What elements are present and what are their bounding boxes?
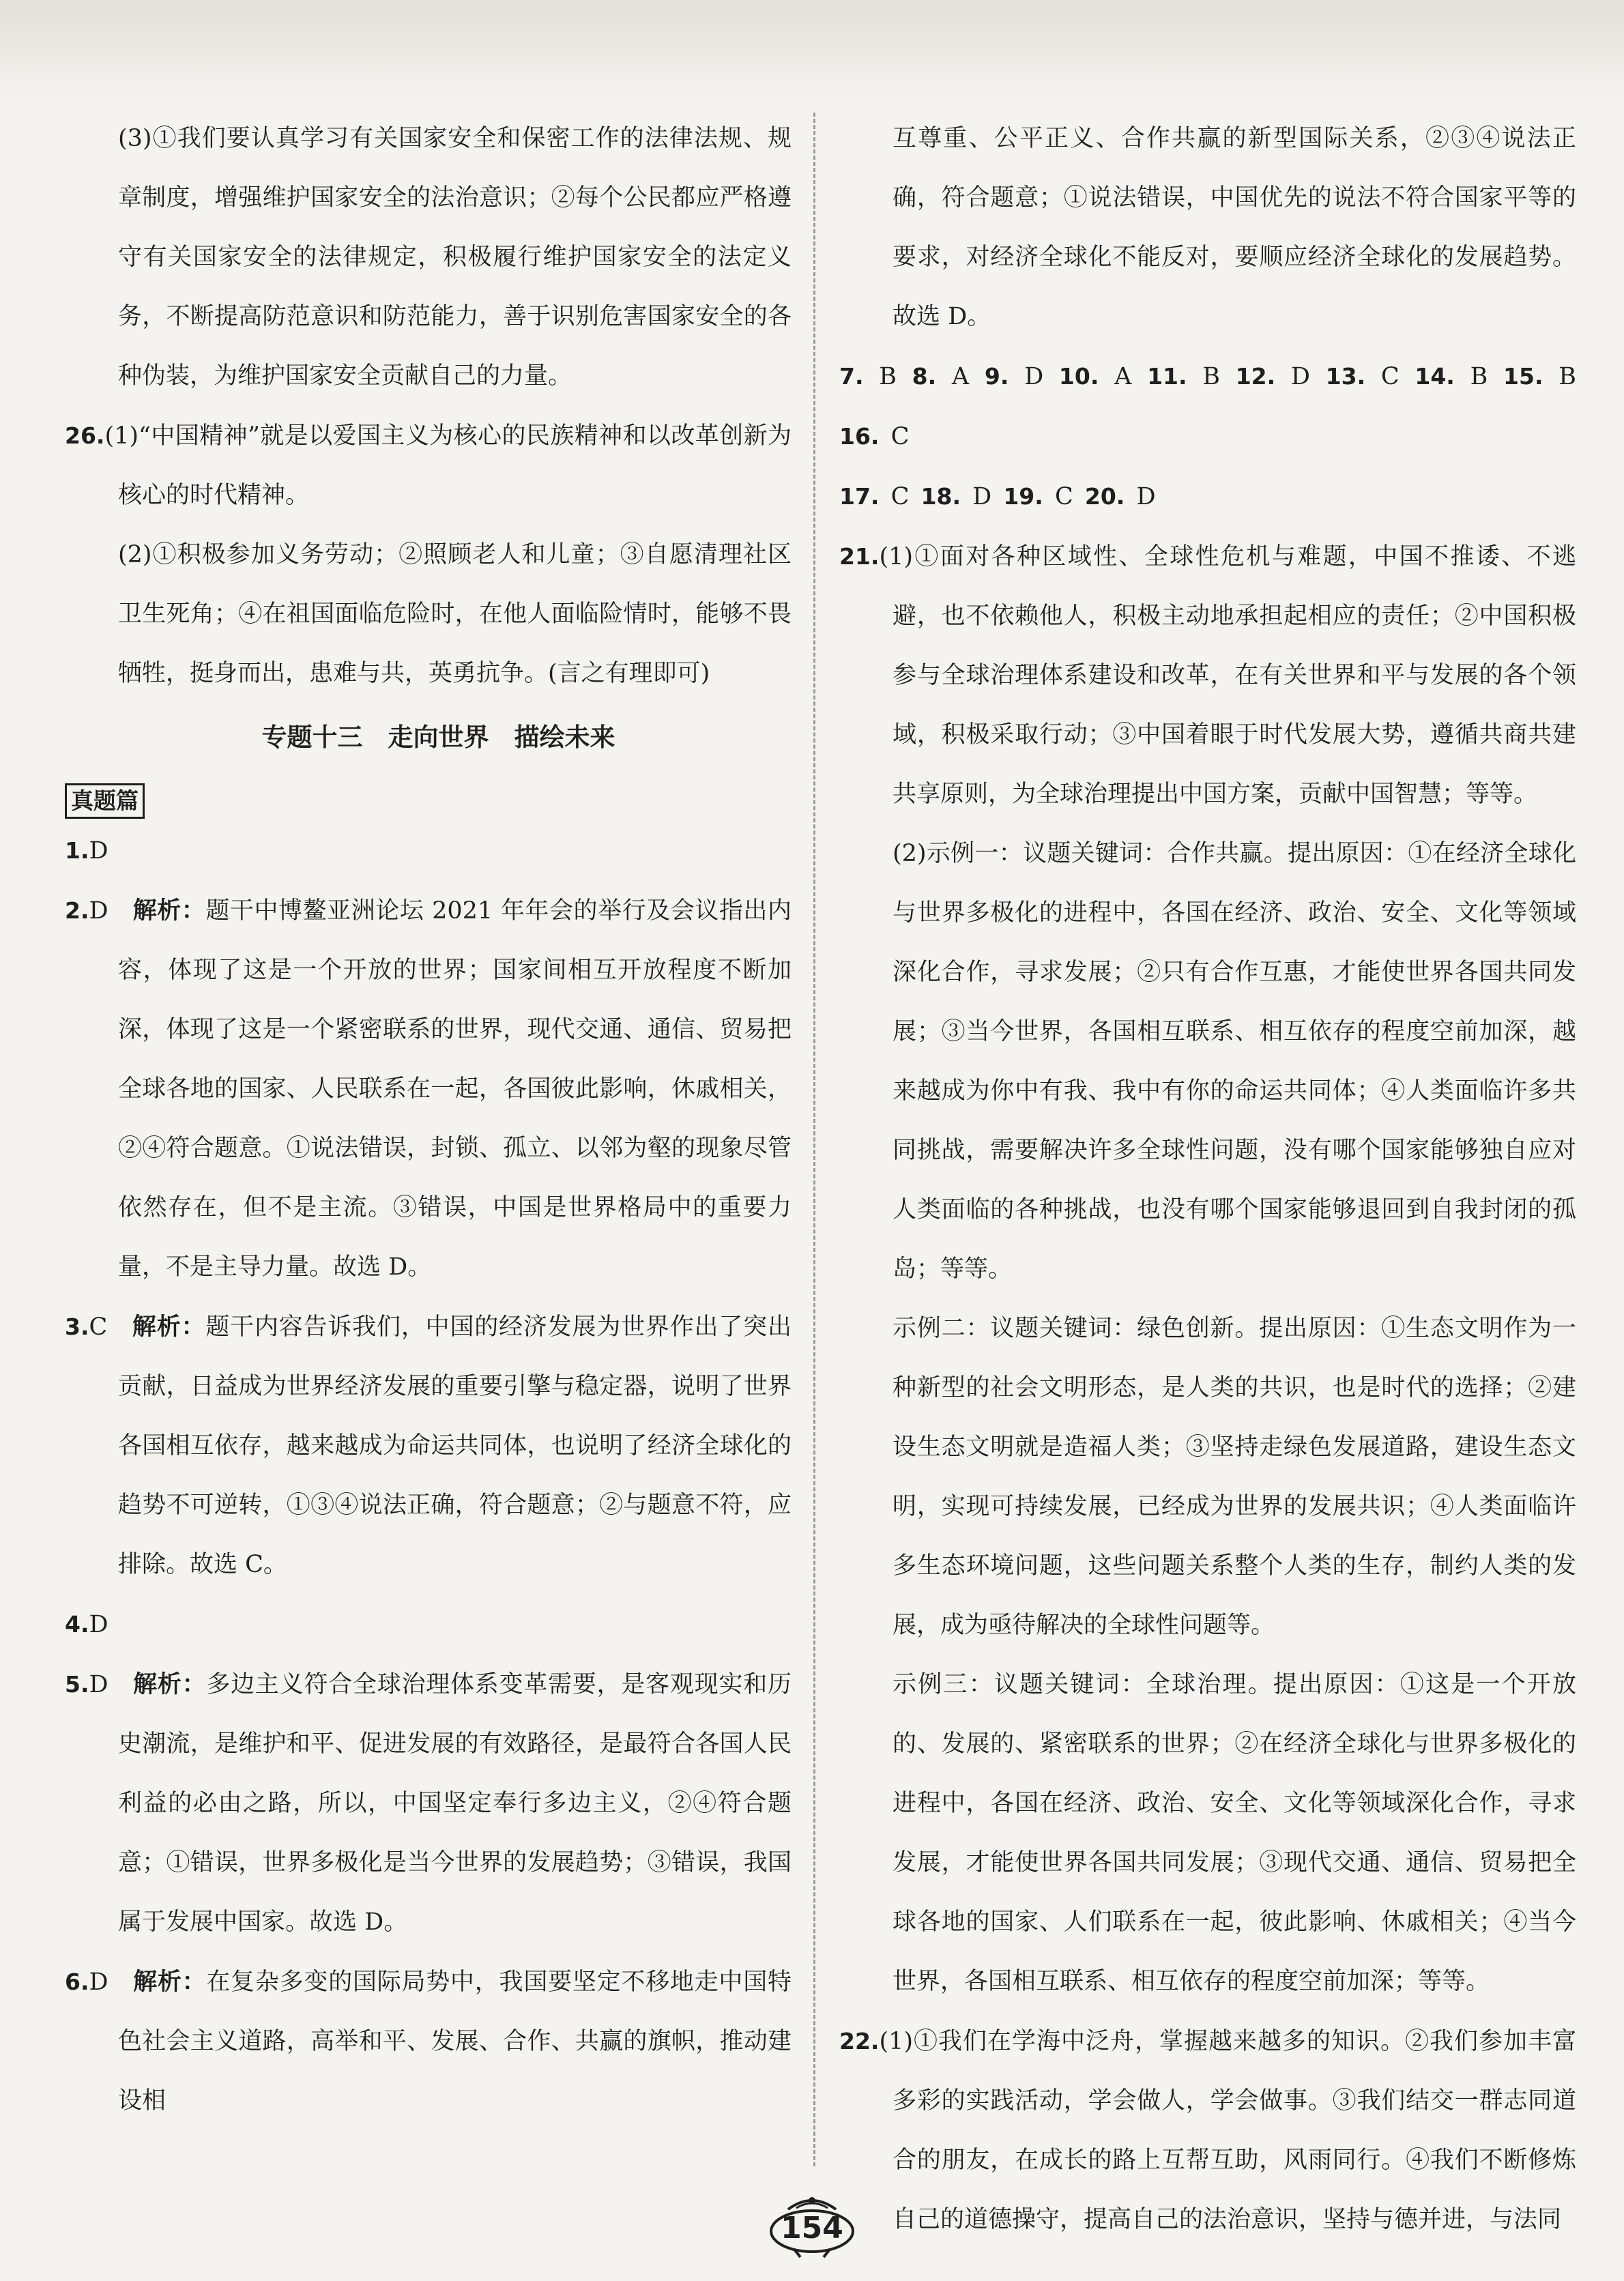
q6-continued — [839, 109, 1576, 347]
q3-analysis-label: 解析： — [132, 1313, 206, 1341]
answer-number: 8. — [912, 363, 937, 390]
q6-analysis-label: 解析： — [133, 1968, 207, 1996]
q4-number: 4. — [65, 1611, 89, 1638]
answer-letter: C — [1380, 363, 1400, 390]
q2-analysis-text: 题干中博鳌亚洲论坛 2021 年年会的举行及会议指出内容，体现了这是一个开放的世界；国家间相互开放程度不断加深，体现了这是一个紧密联系的世界，现代交通、通信、贸易把全球各地的国家、人民联系在一起，各国彼此影响，休戚相关，②④符合题意。①说法错误，封锁、孤立、以邻为壑的现象尽管依然存在，但不是主流。③错误，中国是世界格局中的重要力量，不是主导力量。故选 D。 — [118, 897, 792, 1281]
answer-letter: C — [890, 483, 910, 510]
q26-part2 — [65, 525, 792, 703]
q6-continued-text: 互尊重、公平正义、合作共赢的新型国际关系，②③④说法正确，符合题意；①说法错误，中国优先的说法不符合国家平等的要求，对经济全球化不能反对，要顺应经济全球化的发展趋势。故选 D。 — [893, 125, 1576, 330]
answer-letter: B — [1470, 363, 1488, 390]
answer-number: 9. — [984, 363, 1009, 390]
answer-number: 14. — [1415, 363, 1455, 390]
q6-number: 6. — [65, 1968, 89, 1995]
answer-letter: D — [1136, 483, 1156, 510]
q3-analysis-text: 题干内容告诉我们，中国的经济发展为世界作出了突出贡献，日益成为世界经济发展的重要引擎与稳定器，说明了世界各国相互依存，越来越成为命运共同体，也说明了经济全球化的趋势不可逆转，①③④说法正确，符合题意；②与题意不符，应排除。故选 C。 — [118, 1313, 792, 1578]
q2-number: 2. — [65, 897, 89, 924]
answer-item — [1415, 363, 1488, 390]
q21-part2-text: (2)示例一：议题关键词：合作共赢。提出原因：①在经济全球化与世界多极化的进程中，各国在经济、政治、安全、文化等领域深化合作，寻求发展；②只有合作互惠，才能使世界各国共同发展；③当今世界，各国相互联系、相互依存的程度空前加深，越来越成为你中有我、我中有你的命运共同体；④人类面临许多共同挑战，需要解决许多全球性问题，没有哪个国家能够独自应对人类面临的各种挑战，也没有哪个国家能够退回到自我封闭的孤岛；等等。 — [893, 840, 1576, 1283]
answer-letter: B — [1202, 363, 1220, 390]
q26-part2-text: (2)①积极参加义务劳动；②照顾老人和儿童；③自愿清理社区卫生死角；④在祖国面临危险时，在他人面临险情时，能够不畏牺牲，挺身而出，患难与共，英勇抗争。(言之有理即可) — [118, 541, 792, 687]
q21-example2-text: 示例二：议题关键词：绿色创新。提出原因：①生态文明作为一种新型的社会文明形态，是人类的共识，也是时代的选择；②建设生态文明就是造福人类；③坚持走绿色发展道路，建设生态文明，实现可持续发展，已经成为世界的发展共识；④人类面临许多生态环境问题，这些问题关系整个人类的生存，制约人类的发展，成为亟待解决的全球性问题等。 — [893, 1315, 1576, 1639]
answer-letter: D — [1024, 363, 1044, 390]
answer-item — [1503, 363, 1576, 390]
section-tag-row — [65, 772, 792, 821]
answer-item — [839, 483, 909, 510]
column-divider — [813, 113, 815, 2166]
left-column — [65, 109, 792, 2131]
answer-number: 11. — [1147, 363, 1187, 390]
q5-answer: D — [89, 1671, 108, 1698]
q3-answer: C — [89, 1313, 108, 1341]
q5-analysis-text: 多边主义符合全球治理体系变革需要，是客观现实和历史潮流，是维护和平、促进发展的有效路径，是最符合各国人民利益的必由之路，所以，中国坚定奉行多边主义，②④符合题意；①错误，世界多极化是当今世界的发展趋势；③错误，我国属于发展中国家。故选 D。 — [118, 1671, 792, 1936]
page-number-badge — [761, 2190, 863, 2272]
q1-number: 1. — [65, 837, 89, 864]
q5 — [65, 1655, 792, 1952]
answer-item — [1236, 363, 1310, 390]
page-number: 154 — [781, 2211, 843, 2246]
q21-example3 — [839, 1655, 1576, 2011]
q26-part1 — [65, 406, 792, 525]
q21-part2 — [839, 824, 1576, 1299]
answer-item — [1147, 363, 1220, 390]
q21-part1-text: (1)①面对各种区域性、全球性危机与难题，中国不推诿、不逃避，也不依赖他人，积极主动地承担起相应的责任；②中国积极参与全球治理体系建设和改革，在有关世界和平与发展的各个领域，积极采取行动；③中国着眼于时代发展大势，遵循共商共建共享原则，为全球治理提出中国方案，贡献中国智慧；等等。 — [879, 543, 1576, 808]
answer-item — [1326, 363, 1400, 390]
q1-answer: D — [89, 837, 108, 865]
answer-letter: A — [951, 363, 970, 390]
answer-letter: D — [972, 483, 992, 510]
answer-number: 12. — [1235, 363, 1276, 390]
section-tag: 真题篇 — [65, 783, 145, 819]
q22-number: 22. — [839, 2028, 880, 2054]
answer-number: 19. — [1003, 483, 1043, 510]
q26-number: 26. — [65, 422, 105, 449]
q21-number: 21. — [839, 543, 880, 570]
q3 — [65, 1297, 792, 1595]
q21-example2 — [839, 1299, 1576, 1655]
q22-part1 — [839, 2011, 1576, 2250]
answers-row-1 — [839, 347, 1576, 467]
q21-example3-text: 示例三：议题关键词：全球治理。提出原因：①这是一个开放的、发展的、紧密联系的世界；②在经济全球化与世界多极化的进程中，各国在经济、政治、安全、文化等领域深化合作，寻求发展，才能使世界各国共同发展；③现代交通、通信、贸易把全球各地的国家、人们联系在一起，彼此影响、休戚相关；④当今世界，各国相互联系、相互依存的程度空前加深；等等。 — [893, 1671, 1576, 1995]
q6-analysis-text: 在复杂多变的国际局势中，我国要坚定不移地走中国特色社会主义道路，高举和平、发展、合作、共赢的旗帜，推动建设相 — [118, 1968, 792, 2115]
answer-number: 17. — [839, 483, 880, 510]
right-column — [839, 109, 1576, 2250]
answer-number: 18. — [920, 483, 961, 510]
q2-answer: D — [89, 897, 108, 925]
answer-letter: B — [1558, 363, 1576, 390]
answer-letter: C — [890, 423, 910, 450]
q4-answer: D — [89, 1611, 108, 1638]
q21-part1 — [839, 527, 1576, 824]
q26-part1-text: (1)“中国精神”就是以爱国主义为核心的民族精神和以改革创新为核心的时代精神。 — [104, 422, 792, 509]
answer-letter: C — [1054, 483, 1073, 510]
answer-item — [1059, 363, 1131, 390]
q5-number: 5. — [65, 1671, 89, 1698]
answer-number: 16. — [839, 423, 880, 450]
answer-number: 20. — [1084, 483, 1125, 510]
answer-letter: B — [879, 363, 897, 390]
answer-item — [985, 363, 1043, 390]
q2-analysis-label: 解析： — [132, 897, 206, 925]
answer-item — [1085, 483, 1156, 510]
section-title: 专题十三 走向世界 描绘未来 — [261, 723, 615, 752]
answer-item — [912, 363, 970, 390]
answer-number: 15. — [1503, 363, 1543, 390]
page-top-shade — [0, 0, 1624, 102]
answer-item — [839, 423, 909, 450]
q25-part3-text: (3)①我们要认真学习有关国家安全和保密工作的法律法规、规章制度，增强维护国家安全的法治意识；②每个公民都应严格遵守有关国家安全的法律规定，积极履行维护国家安全的法定义务，不断提高防范意识和防范能力，善于识别危害国家安全的各种伪装，为维护国家安全贡献自己的力量。 — [118, 125, 792, 390]
answer-number: 13. — [1325, 363, 1366, 390]
answer-item — [1003, 483, 1073, 510]
answer-number: 7. — [839, 363, 864, 390]
q22-part1-text: (1)①我们在学海中泛舟，掌握越来越多的知识。②我们参加丰富多彩的实践活动，学会做人，学会做事。③我们结交一群志同道合的朋友，在成长的路上互帮互助，风雨同行。④我们不断修炼自己的道德操守，提高自己的法治意识，坚持与德并进，与法同 — [879, 2028, 1576, 2233]
q2 — [65, 881, 792, 1297]
q1 — [65, 821, 792, 881]
q6-answer: D — [89, 1968, 108, 1996]
answer-item — [921, 483, 992, 510]
q25-part3 — [65, 109, 792, 406]
answer-number: 10. — [1058, 363, 1099, 390]
answers-row-2 — [839, 467, 1576, 527]
q5-analysis-label: 解析： — [133, 1671, 207, 1698]
answer-letter: A — [1114, 363, 1132, 390]
answer-letter: D — [1290, 363, 1310, 390]
answer-item — [839, 363, 897, 390]
q4 — [65, 1595, 792, 1655]
q6 — [65, 1952, 792, 2131]
q3-number: 3. — [65, 1313, 89, 1340]
